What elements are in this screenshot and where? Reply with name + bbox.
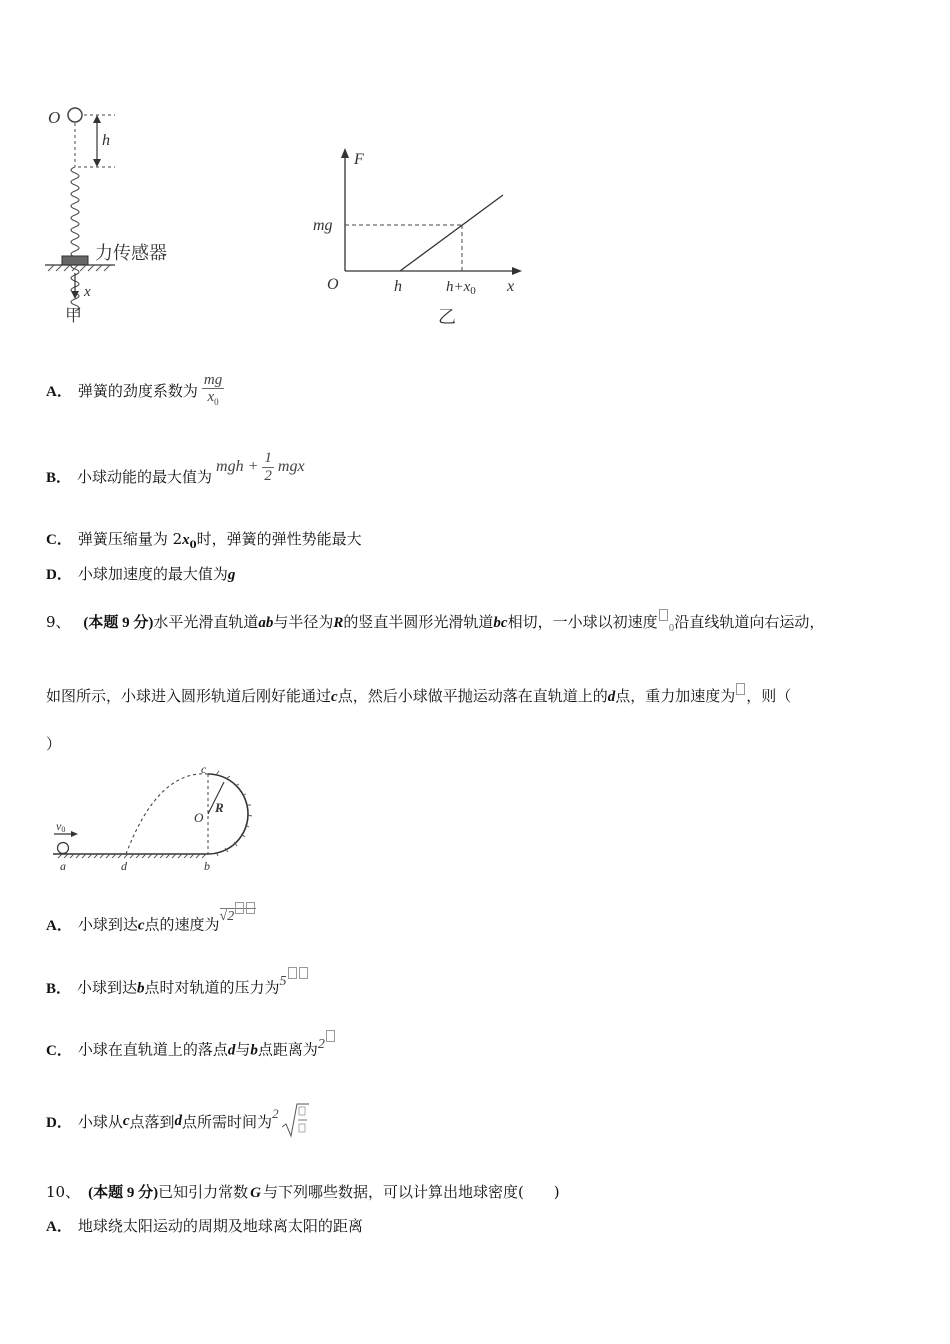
option-text: 小球加速度的最大值为 (77, 565, 228, 583)
var-d: d (174, 1112, 183, 1129)
fig-v0-label: v0 (56, 819, 66, 834)
force-sensor (62, 256, 88, 265)
q9-bc: bc (493, 615, 508, 631)
yi-F-label: F (354, 151, 364, 168)
q10-text: 已知引力常数 (158, 1183, 249, 1201)
q8-option-b (46, 444, 305, 508)
q8-option-a (46, 362, 224, 418)
jia-caption: 甲 (65, 306, 82, 325)
jia-origin-label: O (48, 108, 61, 127)
yi-y-arrow (341, 148, 349, 158)
yi-O-label: O (327, 276, 339, 293)
option-label: C． (46, 532, 72, 548)
q9-d: d (607, 689, 616, 705)
q10-text: 与下列哪些数据，可以计算出地球密度( ) (262, 1183, 560, 1201)
q9-text: 如图所示，小球进入圆形轨道后刚好能通过 (46, 687, 332, 705)
sensor-label: 力传感器 (95, 243, 167, 263)
missing-glyph (659, 609, 668, 621)
yi-mg-label: mg (313, 217, 333, 234)
b-math-2: mgx (277, 458, 305, 475)
q9-text: 点，重力加速度为 (615, 687, 736, 705)
a-fraction (202, 372, 224, 408)
option-label: A． (46, 383, 72, 400)
q9-c: c (331, 689, 338, 705)
var-b: b (137, 980, 145, 997)
option-label: A． (46, 1219, 72, 1235)
yi-caption: 乙 (438, 307, 456, 327)
option-text: 小球在直轨道上的落点 (77, 1040, 228, 1059)
option-label: B． (46, 469, 72, 486)
b-math-1: mgh + (216, 458, 259, 475)
option-text: 弹簧压缩量为 2 (77, 530, 183, 548)
semicircle-track (208, 774, 248, 854)
q10-number: 10、 (46, 1183, 81, 1201)
option-text: 点所需时间为 (182, 1112, 273, 1131)
option-text: 点时对轨道的压力为 (144, 978, 280, 997)
q9-track-figure (48, 762, 258, 877)
q9-stem-line3: ） (46, 735, 62, 753)
q9-stem-line1 (46, 609, 824, 634)
q9-option-a (46, 908, 256, 935)
yi-h-label: h (394, 278, 402, 295)
option-text: 弹簧的劲度系数为 (77, 381, 198, 400)
c-math: 2 (318, 1037, 336, 1052)
fig-O-label: O (194, 810, 204, 825)
var-c: c (137, 917, 145, 934)
missing-glyph (736, 683, 745, 695)
q9-text: 相切，一小球以初速度 (507, 613, 658, 631)
q9-option-b (46, 975, 309, 998)
b-fraction-num: 1 (264, 450, 272, 466)
b-fraction (262, 450, 274, 484)
option-text: 点落到 (129, 1112, 175, 1131)
v0-arrow-head (71, 831, 78, 837)
option-text: 小球从 (77, 1112, 123, 1131)
a-fraction-den: $x_0$ (207, 389, 219, 408)
a-math: √2 (220, 908, 257, 924)
option-text: 地球绕太阳运动的周期及地球离太阳的距离 (77, 1217, 363, 1235)
figure-jia (40, 95, 200, 335)
option-text: 点的速度为 (144, 915, 220, 934)
q9-text: 与半径为 (273, 613, 334, 631)
c-sub: 0 (189, 540, 197, 551)
ball (58, 843, 69, 854)
yi-force-line (400, 195, 503, 271)
q9-text: 沿直线轨道向右运动， (674, 613, 825, 631)
q9-score: (本题 9 分) (83, 615, 154, 631)
q9-number: 9、 (46, 613, 71, 631)
ball (68, 108, 82, 122)
figure-yi (305, 140, 535, 335)
q9-text: 点，然后小球做平抛运动落在直轨道上的 (337, 687, 608, 705)
h-arrow-down-head (93, 159, 101, 167)
d-math: 2 (272, 1106, 279, 1121)
q10-option-a (46, 1215, 363, 1236)
q9-option-c (46, 1037, 336, 1060)
option-text: 与 (235, 1040, 251, 1059)
v0-sub: 0 (668, 624, 675, 634)
option-text: 小球到达 (77, 915, 138, 934)
q9-stem-line2 (46, 683, 791, 706)
b-fraction-den: 2 (264, 467, 272, 484)
b-math: 5 (280, 974, 309, 989)
ground-hatch (48, 265, 110, 271)
option-text-2: 时，弹簧的弹性势能最大 (196, 530, 362, 548)
d-var-g: g (227, 567, 236, 583)
fig-R-label: R (215, 800, 224, 815)
q10-stem (46, 1181, 560, 1202)
q9-text: ，则（ (746, 687, 792, 705)
q9-R: R (333, 615, 344, 631)
q9-ab: ab (258, 615, 274, 631)
fig-a-label: a (60, 859, 66, 873)
var-c: c (122, 1112, 130, 1129)
option-label: C． (46, 1042, 72, 1059)
fig-d-label: d (121, 859, 127, 873)
q10-score: (本题 9 分) (88, 1185, 159, 1201)
option-text: 小球动能的最大值为 (77, 467, 213, 486)
jia-h-label: h (102, 132, 110, 149)
yi-x-arrow (512, 267, 522, 275)
q8-option-c (46, 528, 362, 551)
var-d: d (227, 1042, 236, 1059)
option-label: D． (46, 1114, 72, 1131)
option-label: A． (46, 917, 72, 934)
yi-hx0-label: $h+x_0$ (446, 279, 476, 297)
q10-G: G (250, 1185, 261, 1201)
option-text: 点距离为 (257, 1040, 318, 1059)
q9-text: 的竖直半圆形光滑轨道 (343, 613, 494, 631)
q9-text: 水平光滑直轨道 (153, 613, 259, 631)
option-label: D． (46, 567, 72, 583)
fig-c-label: c (201, 762, 207, 776)
jia-x-label: x (84, 284, 91, 300)
a-fraction-num: mg (203, 371, 223, 388)
option-label: B． (46, 980, 72, 997)
sqrt-sign (280, 1101, 310, 1141)
var-b: b (250, 1042, 258, 1059)
option-text: 小球到达 (77, 978, 138, 997)
yi-x-label: x (507, 278, 515, 295)
fig-b-label: b (204, 859, 210, 873)
h-arrow-up-head (93, 115, 101, 123)
q9-option-d (46, 1096, 310, 1146)
c-var-x: x (182, 532, 190, 548)
q8-option-d (46, 563, 235, 584)
